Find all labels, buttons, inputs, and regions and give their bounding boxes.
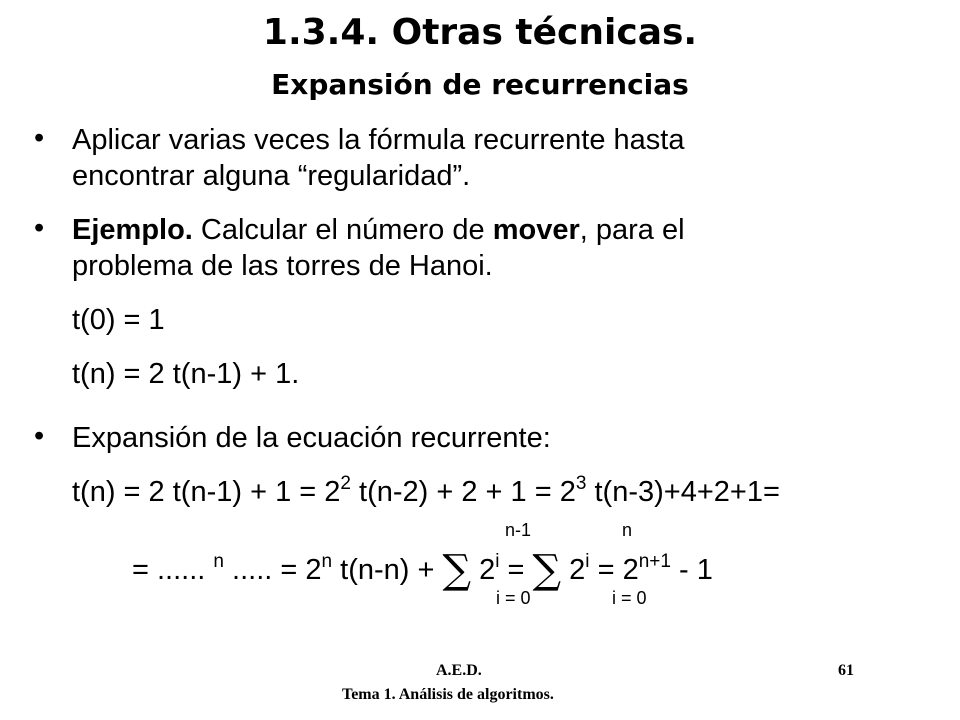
- expansion-line: [72, 474, 780, 510]
- bullet1-line1: Aplicar varias veces la fórmula recurrente hasta: [72, 124, 685, 156]
- footer-course: A.E.D.: [436, 662, 482, 679]
- result-part-8: - 1: [670, 554, 713, 586]
- mover-keyword: mover: [492, 214, 580, 246]
- bullet2-text-a: Calcular el número de: [192, 214, 493, 246]
- result-part-1: = ......: [132, 554, 214, 586]
- bullet2-line1: [72, 212, 685, 248]
- result-exponent-2: n: [321, 551, 333, 572]
- bullet-marker-3: •: [34, 420, 45, 452]
- bullet1-line2: encontrar alguna “regularidad”.: [72, 160, 471, 192]
- bullet2-text-b: , para el: [579, 214, 685, 246]
- result-part-2: ..... = 2: [223, 554, 322, 586]
- result-exponent-5: n+1: [638, 551, 671, 572]
- equation-t0: t(0) = 1: [72, 304, 165, 336]
- result-exponent-3: i: [495, 551, 500, 572]
- summation-symbol-2: ∑: [532, 547, 562, 593]
- sum2-lower-limit: i = 0: [612, 588, 647, 608]
- expansion-exponent-2: 3: [575, 473, 587, 494]
- bullet3-line1: Expansión de la ecuación recurrente:: [72, 422, 551, 454]
- sum2-upper-limit: n: [622, 520, 633, 540]
- result-part-5: =: [499, 554, 533, 586]
- result-part-4: 2: [471, 554, 496, 586]
- expansion-part-1: t(n) = 2 t(n-1) + 1 = 2: [72, 476, 341, 508]
- result-exponent-4: i: [585, 551, 590, 572]
- slide-title: 1.3.4. Otras técnicas.: [262, 12, 698, 53]
- sum1-upper-limit: n-1: [505, 520, 532, 540]
- example-label: Ejemplo.: [72, 214, 193, 246]
- result-line: [132, 547, 713, 593]
- result-part-7: = 2: [589, 554, 639, 586]
- slide-subtitle: Expansión de recurrencias: [271, 68, 689, 101]
- expansion-part-3: t(n-3)+4+2+1=: [586, 476, 780, 508]
- page-number: 61: [838, 662, 854, 679]
- bullet2-line2: problema de las torres de Hanoi.: [72, 250, 493, 282]
- expansion-exponent-1: 2: [340, 473, 351, 494]
- result-part-3: t(n-n) +: [332, 554, 443, 586]
- footer-topic: Tema 1. Análisis de algoritmos.: [342, 686, 554, 703]
- result-part-6: 2: [561, 554, 586, 586]
- equation-tn: t(n) = 2 t(n-1) + 1.: [72, 358, 300, 390]
- expansion-part-2: t(n-2) + 2 + 1 = 2: [350, 476, 576, 508]
- bullet-marker-1: •: [34, 122, 45, 154]
- summation-symbol-1: ∑: [442, 547, 472, 593]
- result-exponent-1: n: [213, 551, 224, 572]
- bullet-marker-2: •: [34, 212, 45, 244]
- sum1-lower-limit: i = 0: [496, 588, 531, 608]
